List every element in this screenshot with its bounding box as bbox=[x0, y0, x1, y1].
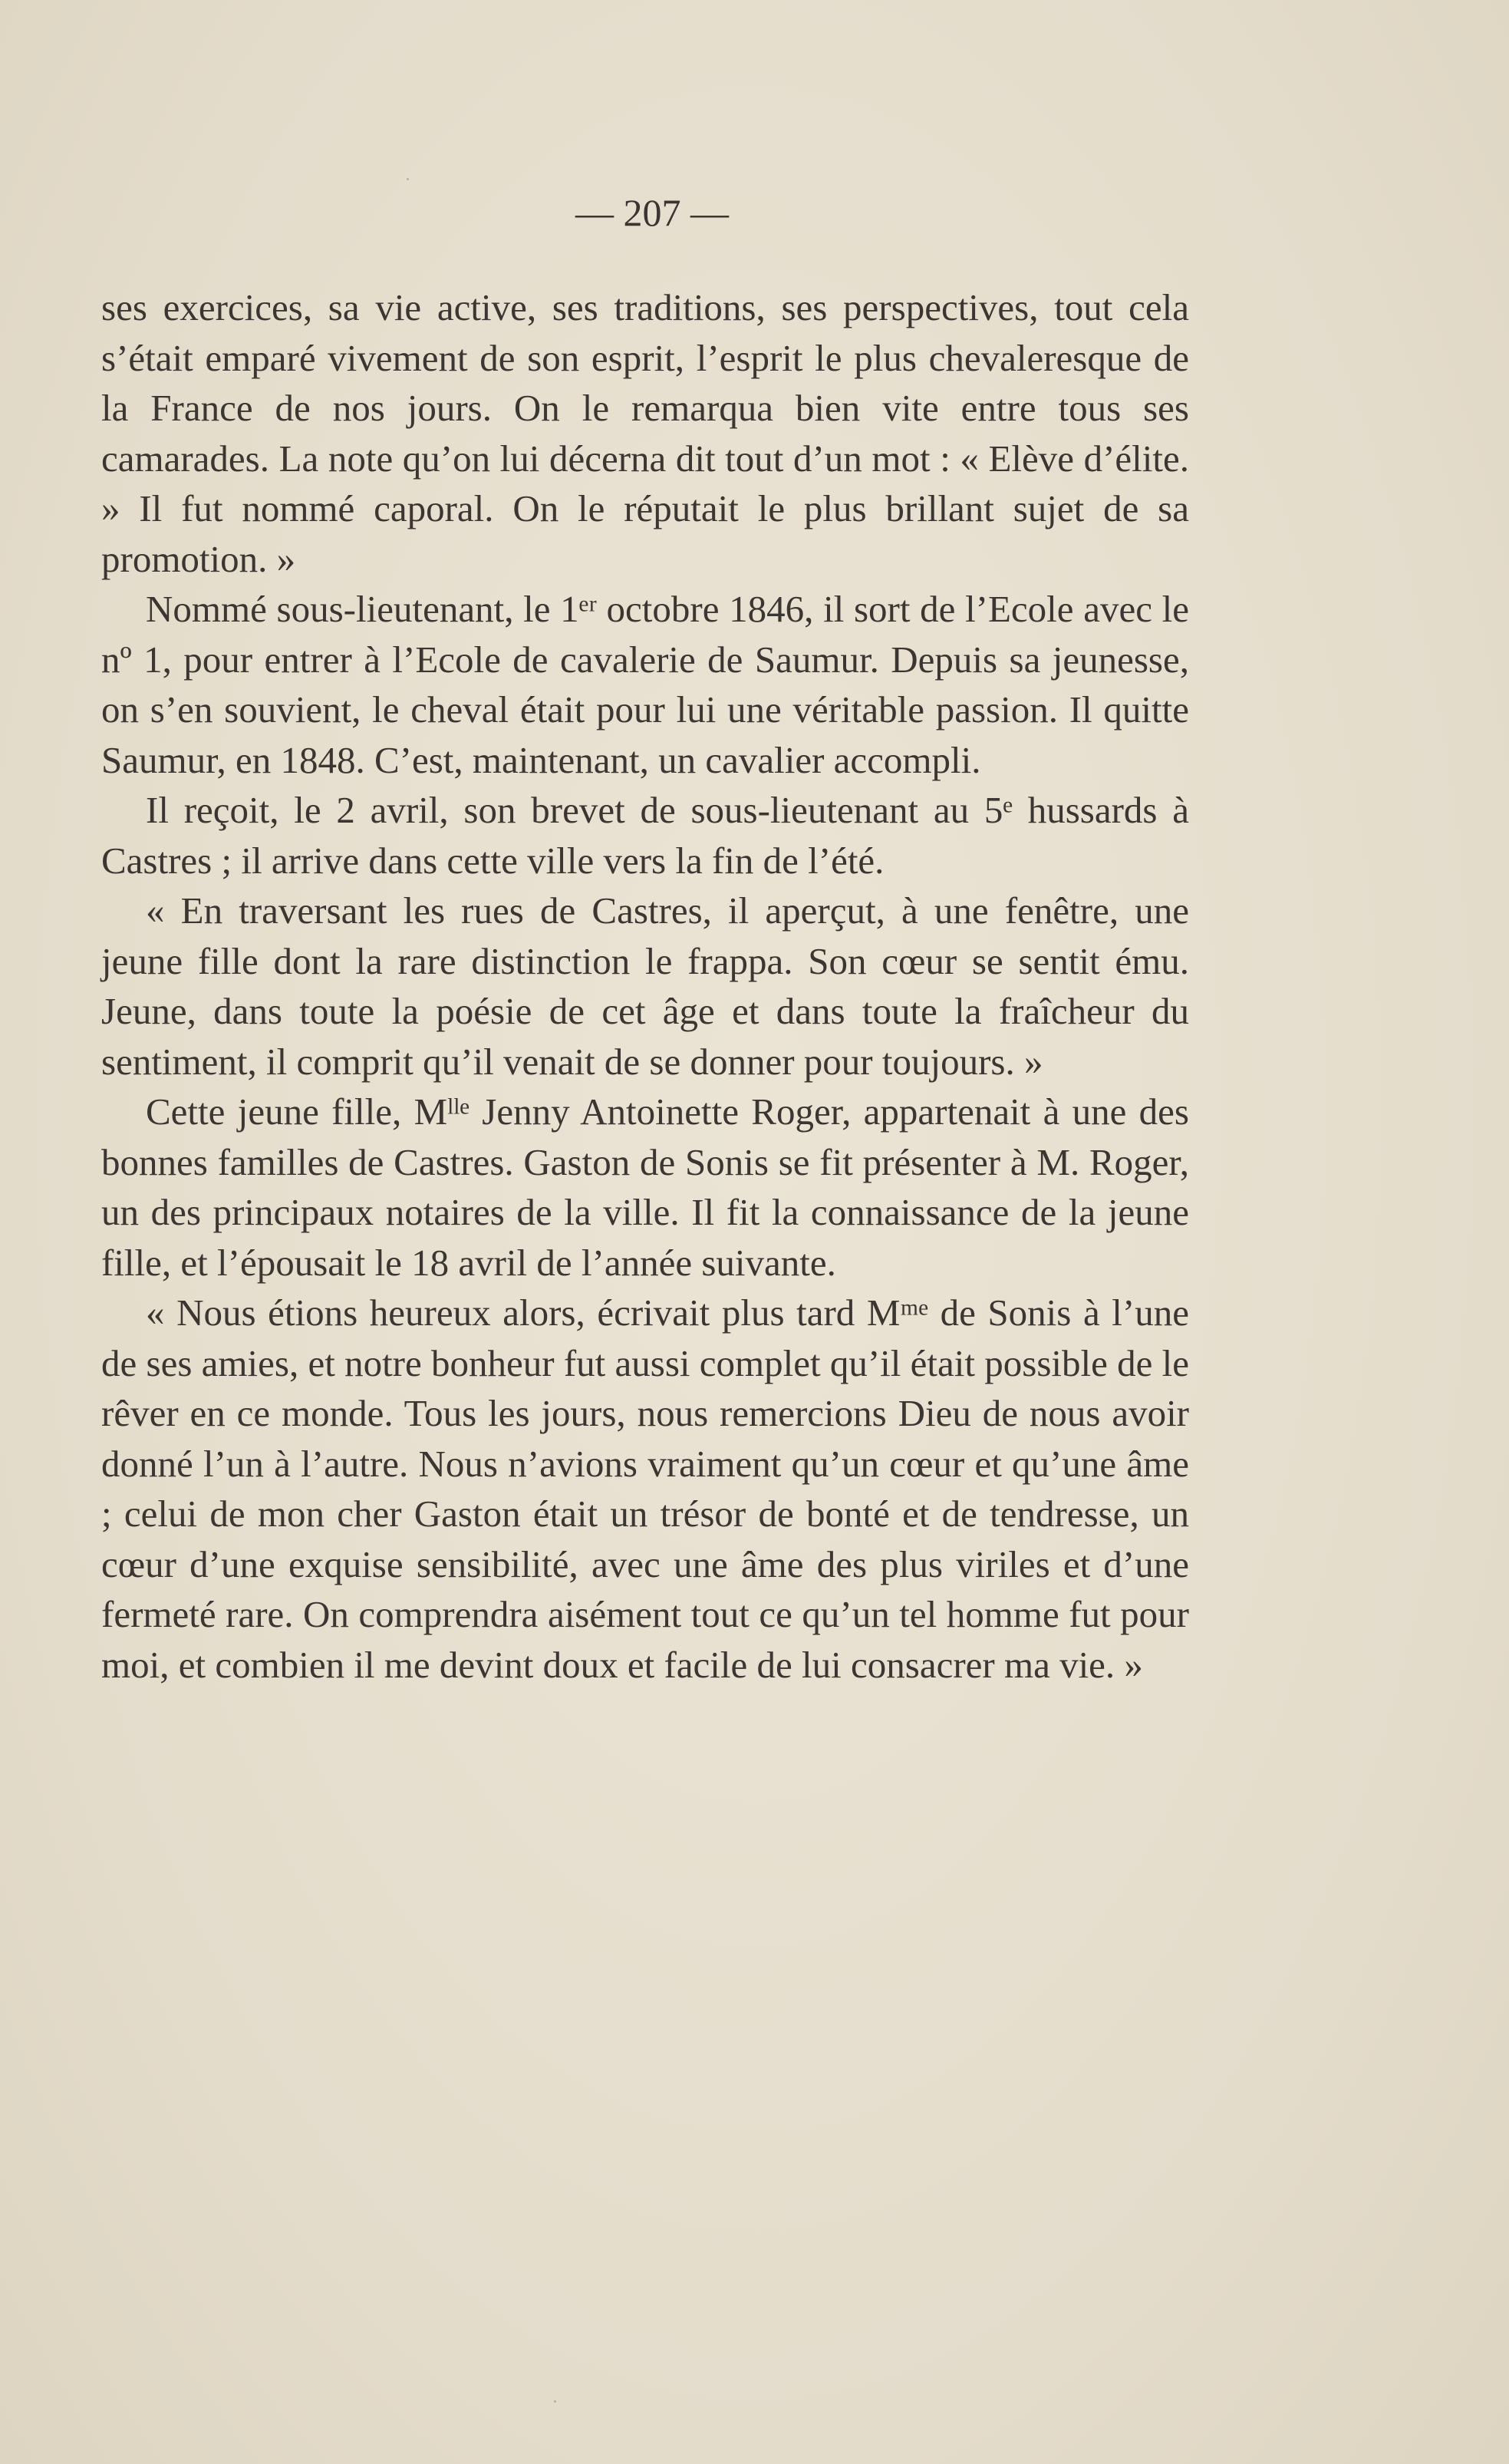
paragraph: Cette jeune fille, Mˡˡᵉ Jenny Antoinette Roger, appartenait à une des bonnes familles de Castres. Gaston de Sonis se fit présenter à M. Roger, un des principaux notaires de la ville. Il fit la connaissance de la jeune fille, et l’épousait le 18 avril de l’année suivante. bbox=[101, 1090, 1189, 1284]
paragraph: ses exercices, sa vie active, ses traditions, ses perspectives, tout cela s’était emparé vivement de son esprit, l’esprit le plus chevaleresque de la France de nos jours. On le remarqua bien vite entre tous ses camarades. La note qu’on lui décerna dit tout d’un mot : « Elève d’élite. » Il fut nommé caporal. On le réputait le plus brillant sujet de sa promotion. » bbox=[101, 286, 1189, 580]
body-text bbox=[101, 282, 1189, 1690]
paper-speck bbox=[554, 2400, 556, 2403]
paragraph: « Nous étions heureux alors, écrivait plus tard Mᵐᵉ de Sonis à l’une de ses amies, et notre bonheur fut aussi complet qu’il était possible de le rêver en ce monde. Tous les jours, nous remercions Dieu de nous avoir donné l’un à l’autre. Nous n’avions vraiment qu’un cœur et qu’une âme ; celui de mon cher Gaston était un trésor de bonté et de tendresse, un cœur d’une exquise sensibilité, avec une âme des plus viriles et d’une fermeté rare. On comprendra aisément tout ce qu’un tel homme fut pour moi, et combien il me devint doux et facile de lui consacrer ma vie. » bbox=[101, 1291, 1189, 1686]
paper-speck bbox=[407, 178, 409, 180]
paragraph: Nommé sous-lieutenant, le 1ᵉʳ octobre 1846, il sort de l’Ecole avec le nº 1, pour entrer à l’Ecole de cavalerie de Saumur. Depuis sa jeunesse, on s’en souvient, le cheval était pour lui une véritable passion. Il quitte Saumur, en 1848. C’est, maintenant, un cavalier accompli. bbox=[101, 588, 1189, 781]
page-number: — 207 — bbox=[575, 191, 729, 234]
paragraph: Il reçoit, le 2 avril, son brevet de sous-lieutenant au 5ᵉ hussards à Castres ; il arrive dans cette ville vers la fin de l’été. bbox=[101, 789, 1189, 882]
paragraph: « En traversant les rues de Castres, il aperçut, à une fenêtre, une jeune fille dont la rare distinction le frappa. Son cœur se sentit ému. Jeune, dans toute la poésie de cet âge et dans toute la fraîcheur du sentiment, il comprit qu’il venait de se donner pour toujours. » bbox=[101, 889, 1189, 1083]
